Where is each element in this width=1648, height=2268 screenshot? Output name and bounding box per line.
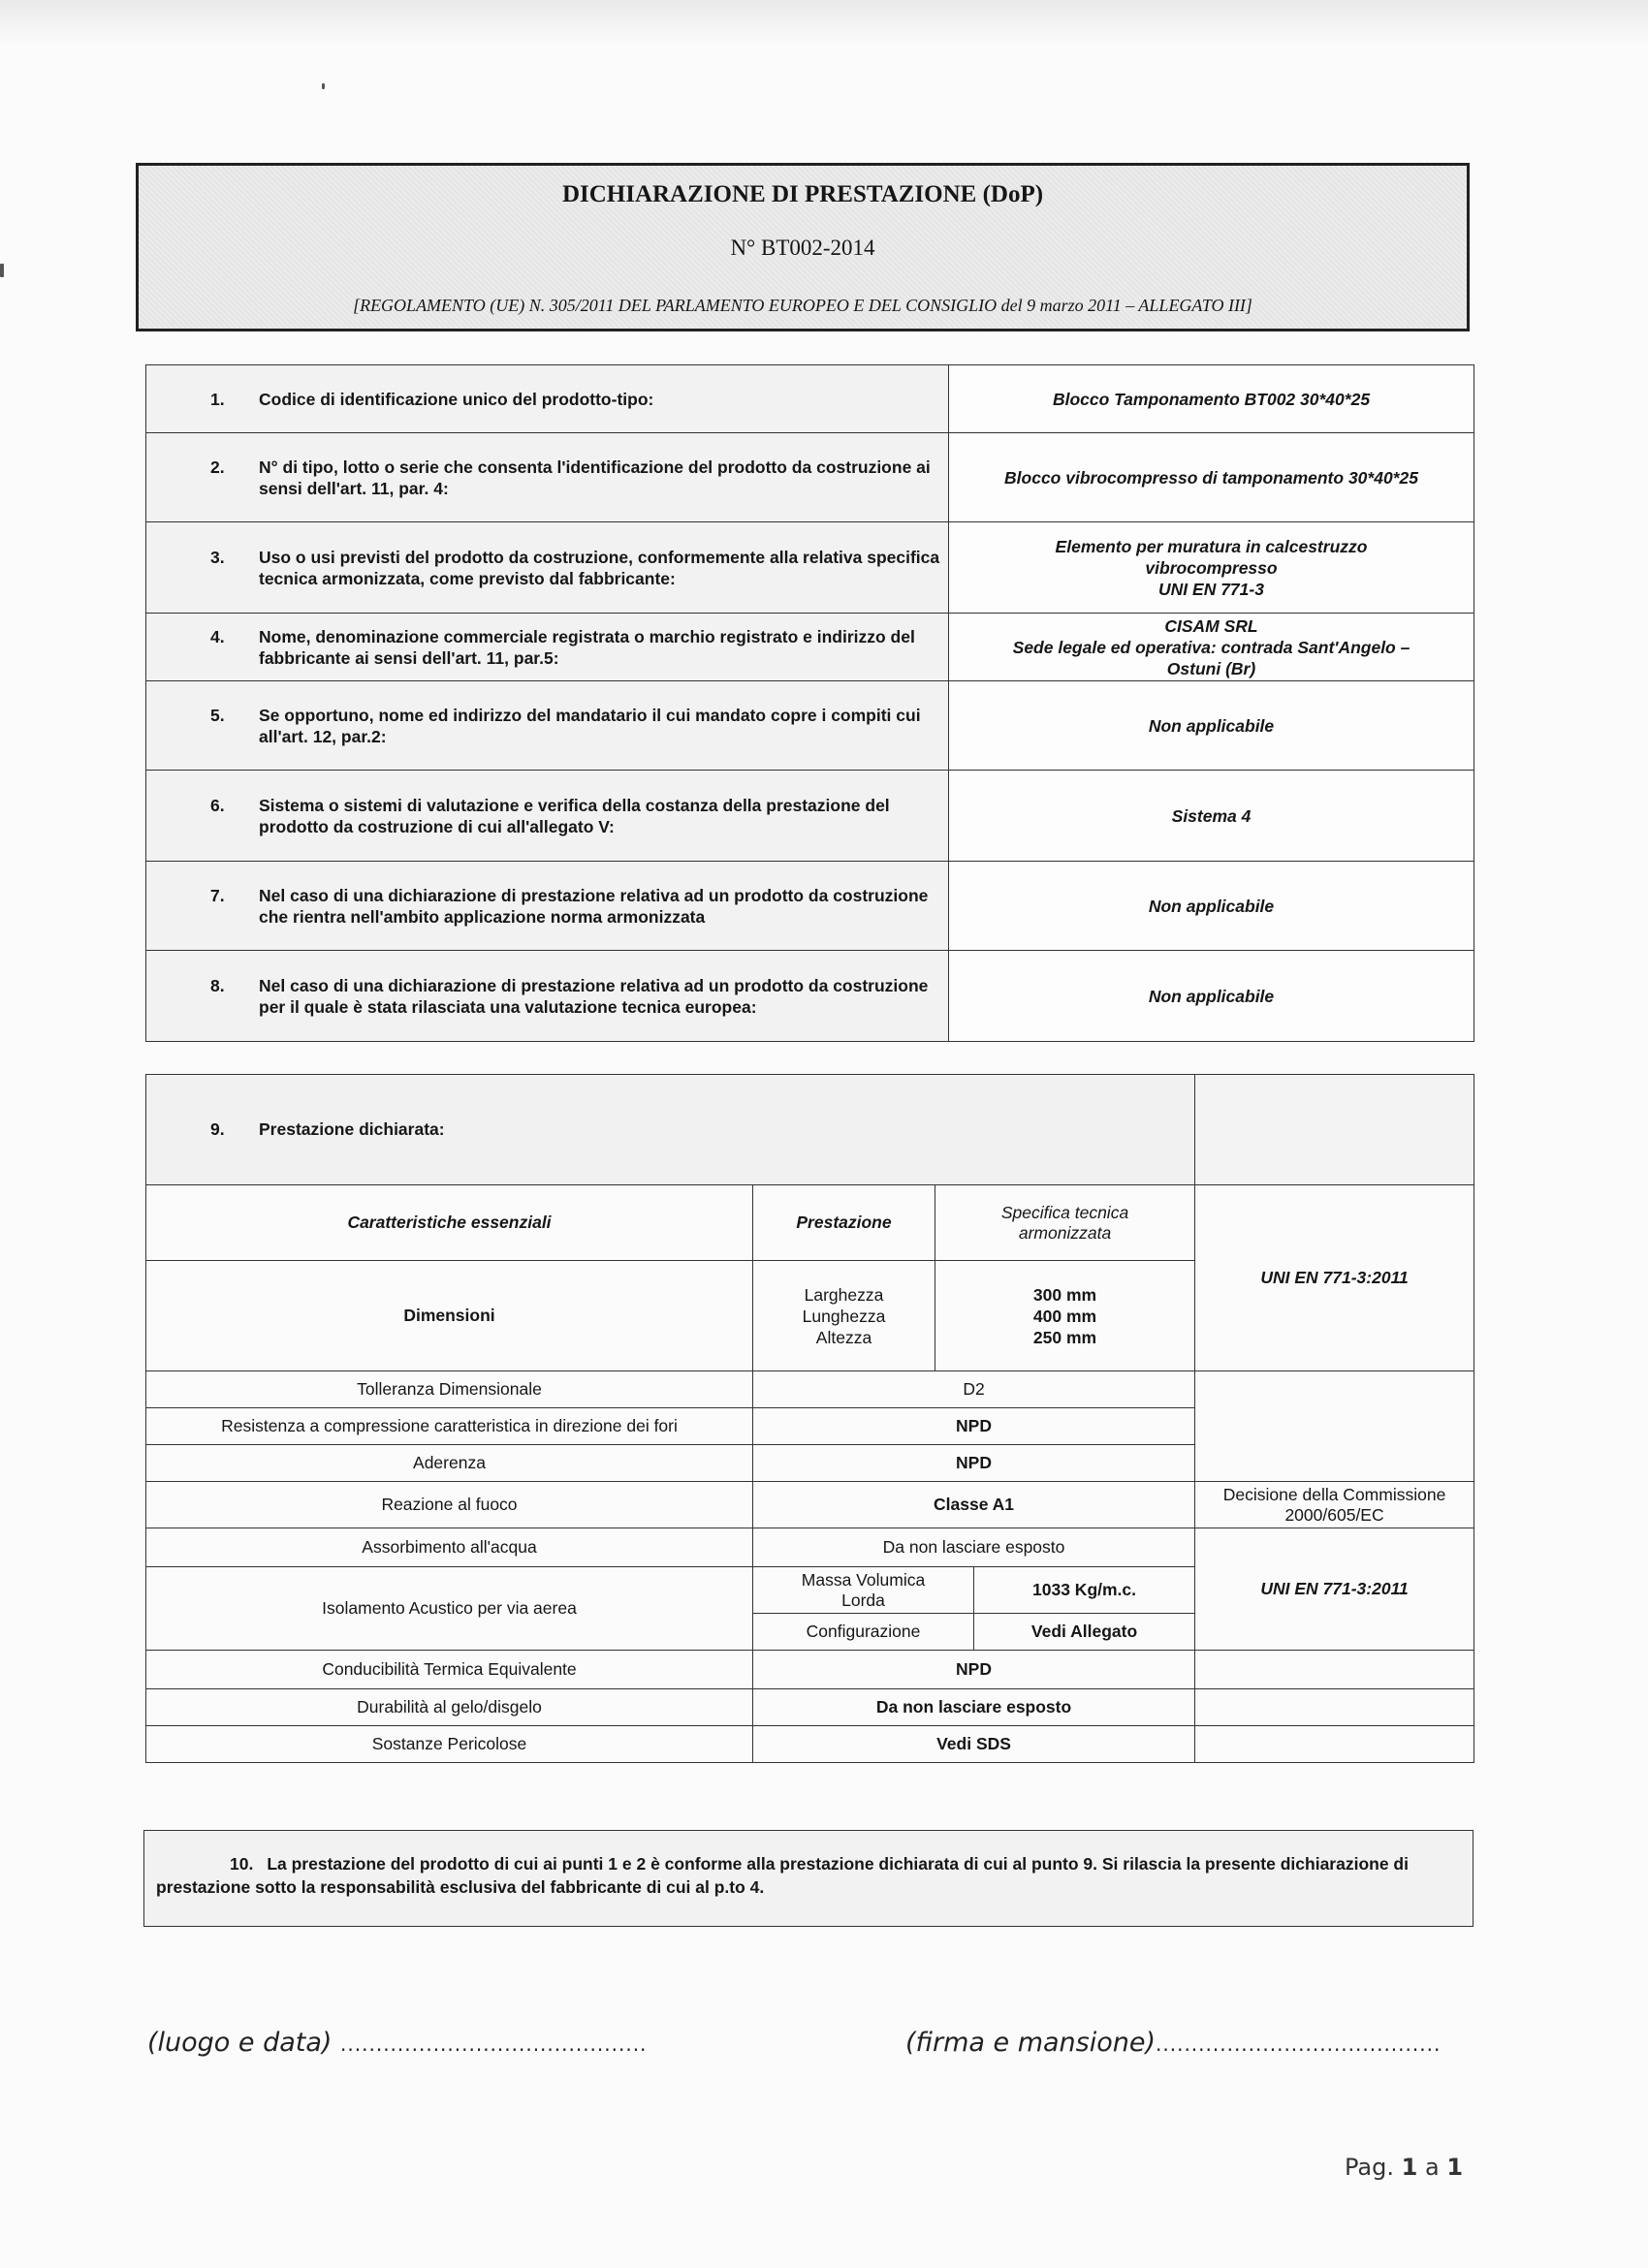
reazione-label: Reazione al fuoco [146, 1482, 753, 1528]
massa-volumica-label: Massa Volumica Lorda [753, 1567, 974, 1614]
item-number: 7. [210, 885, 225, 905]
larghezza-value: 300 mm [1032, 1284, 1097, 1305]
dimensioni-names [753, 1261, 935, 1371]
section10-number: 10. [230, 1854, 254, 1874]
declaration-item-row [146, 862, 1474, 951]
massa-volumica-value: 1033 Kg/m.c. [974, 1567, 1195, 1614]
aderenza-value: NPD [753, 1445, 1195, 1482]
item-answer-cell [949, 771, 1474, 862]
item-answer-cell [949, 951, 1474, 1042]
item-answer-cell [949, 522, 1474, 614]
col-header-performance: Prestazione [753, 1185, 935, 1261]
assorbimento-label: Assorbimento all'acqua [146, 1528, 753, 1567]
document-title: DICHIARAZIONE DI PRESTAZIONE (DoP) [561, 181, 1044, 207]
configurazione-label: Configurazione [753, 1614, 974, 1651]
section9-empty-cell [1195, 1075, 1474, 1185]
item-answer-line: Elemento per muratura in calcestruzzo [1055, 536, 1368, 556]
tolleranza-value: D2 [753, 1371, 1195, 1408]
durabilita-label: Durabilità al gelo/disgelo [146, 1689, 753, 1726]
section10-text: La prestazione del prodotto di cui ai punti 1 e 2 è conforme alla prestazione dichiarata di cui al punto 9. Si rilascia la presente dichiarazione di prestazione sotto la responsabilità esclusiva del fabbricante di cui al p.to 4. [156, 1854, 1409, 1897]
col-header-characteristics: Caratteristiche essenziali [146, 1185, 753, 1261]
page-prefix: Pag. [1345, 2154, 1394, 2181]
resistenza-value: NPD [753, 1408, 1195, 1445]
declaration-item-row [146, 433, 1474, 522]
item-question: Nel caso di una dichiarazione di prestazione relativa ad un prodotto da costruzione per il quale è stata rilasciata una valutazione tecnica europea: [259, 975, 929, 1017]
altezza-label: Altezza [815, 1327, 872, 1347]
declaration-item-row [146, 681, 1474, 771]
spec-block-2: UNI EN 771-3:2011 [1195, 1528, 1474, 1651]
item-number: 4. [210, 626, 225, 646]
assorbimento-value: Da non lasciare esposto [753, 1528, 1195, 1567]
item-number: 8. [210, 975, 225, 995]
page-number [1345, 2154, 1463, 2181]
conformity-statement [143, 1830, 1474, 1927]
page-top-edge [0, 0, 1648, 45]
item-question: Codice di identificazione unico del prodotto-tipo: [259, 389, 654, 409]
section9-heading [146, 1075, 1195, 1185]
item-question: Uso o usi previsti del prodotto da costruzione, conformemente alla relativa specifica tecnica armonizzata, come previsto dal fabbricante: [259, 547, 940, 588]
item-answer-line: Ostuni (Br) [1166, 658, 1256, 678]
item-question: Sistema o sistemi di valutazione e verifica della costanza della prestazione del prodotto da costruzione di cui all'allegato V: [259, 795, 890, 836]
item-answer-line: Non applicabile [1148, 715, 1275, 736]
durabilita-value: Da non lasciare esposto [753, 1689, 1195, 1726]
spec-block-1: UNI EN 771-3:2011 [1195, 1185, 1474, 1371]
item-answer-line: Sistema 4 [1171, 805, 1252, 826]
dimensioni-values [935, 1261, 1195, 1371]
place-date-label: (luogo e data) [147, 2028, 333, 2058]
section9-number: 9. [210, 1119, 225, 1139]
item-question-cell [146, 433, 949, 522]
signature-line: ........................................ [1156, 2032, 1442, 2056]
item-answer-cell [949, 365, 1474, 433]
page-current: 1 [1401, 2154, 1418, 2181]
item-answer-line: Blocco Tamponamento BT002 30*40*25 [1052, 389, 1371, 409]
document-number: N° BT002-2014 [730, 236, 875, 260]
item-answer-line: Non applicabile [1148, 986, 1275, 1006]
signature-label: (firma e mansione) [905, 2028, 1157, 2058]
scan-speck [322, 83, 325, 89]
declared-performance-table [145, 1074, 1474, 1763]
item-question-cell [146, 771, 949, 862]
col-header-spec: Specifica tecnica armonizzata [935, 1185, 1195, 1261]
signature-field [905, 2028, 1441, 2058]
conducibilita-spec-empty [1195, 1651, 1474, 1689]
declaration-item-row [146, 951, 1474, 1042]
item-answer-line: vibrocompresso [1145, 557, 1278, 578]
item-question-cell [146, 522, 949, 614]
sostanze-label: Sostanze Pericolose [146, 1726, 753, 1763]
conducibilita-label: Conducibilità Termica Equivalente [146, 1651, 753, 1689]
item-question: Se opportuno, nome ed indirizzo del mandatario il cui mandato copre i compiti cui all'art. 12, par.2: [259, 705, 921, 746]
dimensioni-label: Dimensioni [146, 1261, 753, 1371]
lunghezza-value: 400 mm [1032, 1306, 1097, 1326]
resistenza-label: Resistenza a compressione caratteristica in direzione dei fori [146, 1408, 753, 1445]
item-question-cell [146, 614, 949, 681]
item-answer-cell [949, 614, 1474, 681]
item-number: 1. [210, 389, 225, 409]
item-answer-line: CISAM SRL [1164, 615, 1258, 636]
item-answer-line: Blocco vibrocompresso di tamponamento 30*40*25 [1004, 467, 1418, 488]
configurazione-value: Vedi Allegato [974, 1614, 1195, 1651]
tolleranza-label: Tolleranza Dimensionale [146, 1371, 753, 1408]
declaration-header [136, 163, 1470, 331]
lunghezza-label: Lunghezza [802, 1306, 886, 1326]
item-answer-cell [949, 862, 1474, 951]
scan-speck [0, 264, 4, 277]
item-question: N° di tipo, lotto o serie che consenta l'identificazione del prodotto da costruzione ai sensi dell'art. 11, par. 4: [259, 457, 931, 498]
declaration-items-table [145, 364, 1474, 1042]
section9-title: Prestazione dichiarata: [259, 1119, 445, 1139]
item-question-cell [146, 951, 949, 1042]
declaration-item-row [146, 522, 1474, 614]
item-question-cell [146, 365, 949, 433]
declaration-item-row [146, 614, 1474, 681]
place-date-field [147, 2028, 647, 2058]
aderenza-label: Aderenza [146, 1445, 753, 1482]
declaration-item-row [146, 771, 1474, 862]
reazione-value: Classe A1 [753, 1482, 1195, 1528]
page-separator: a [1424, 2154, 1440, 2181]
item-question-cell [146, 681, 949, 771]
item-question: Nel caso di una dichiarazione di prestazione relativa ad un prodotto da costruzione che rientra nell'ambito applicazione norma armonizzata [259, 885, 929, 927]
item-answer-line: UNI EN 771-3 [1158, 579, 1264, 599]
item-number: 3. [210, 547, 225, 567]
sostanze-spec-empty [1195, 1726, 1474, 1763]
sostanze-value: Vedi SDS [753, 1726, 1195, 1763]
item-answer-cell [949, 681, 1474, 771]
item-number: 5. [210, 705, 225, 725]
durabilita-spec-empty [1195, 1689, 1474, 1726]
page-total: 1 [1446, 2154, 1464, 2181]
item-number: 6. [210, 795, 225, 815]
conducibilita-value: NPD [753, 1651, 1195, 1689]
item-question: Nome, denominazione commerciale registrata o marchio registrato e indirizzo del fabbricante ai sensi dell'art. 11, par.5: [259, 626, 915, 668]
spec-empty-cell [1195, 1371, 1474, 1482]
reazione-spec: Decisione della Commissione 2000/605/EC [1195, 1482, 1474, 1528]
larghezza-label: Larghezza [804, 1284, 884, 1305]
item-answer-line: Sede legale ed operativa: contrada Sant'Angelo – [1012, 637, 1410, 657]
declaration-item-row [146, 365, 1474, 433]
regulation-reference: [REGOLAMENTO (UE) N. 305/2011 DEL PARLAMENTO EUROPEO E DEL CONSIGLIO del 9 marzo 2011 – ALLEGATO III] [353, 296, 1252, 315]
place-date-line: ........................................... [340, 2032, 648, 2056]
altezza-value: 250 mm [1032, 1327, 1097, 1347]
item-number: 2. [210, 457, 225, 477]
item-answer-line: Non applicabile [1148, 896, 1275, 916]
isolamento-label: Isolamento Acustico per via aerea [146, 1567, 753, 1651]
item-answer-cell [949, 433, 1474, 522]
item-question-cell [146, 862, 949, 951]
